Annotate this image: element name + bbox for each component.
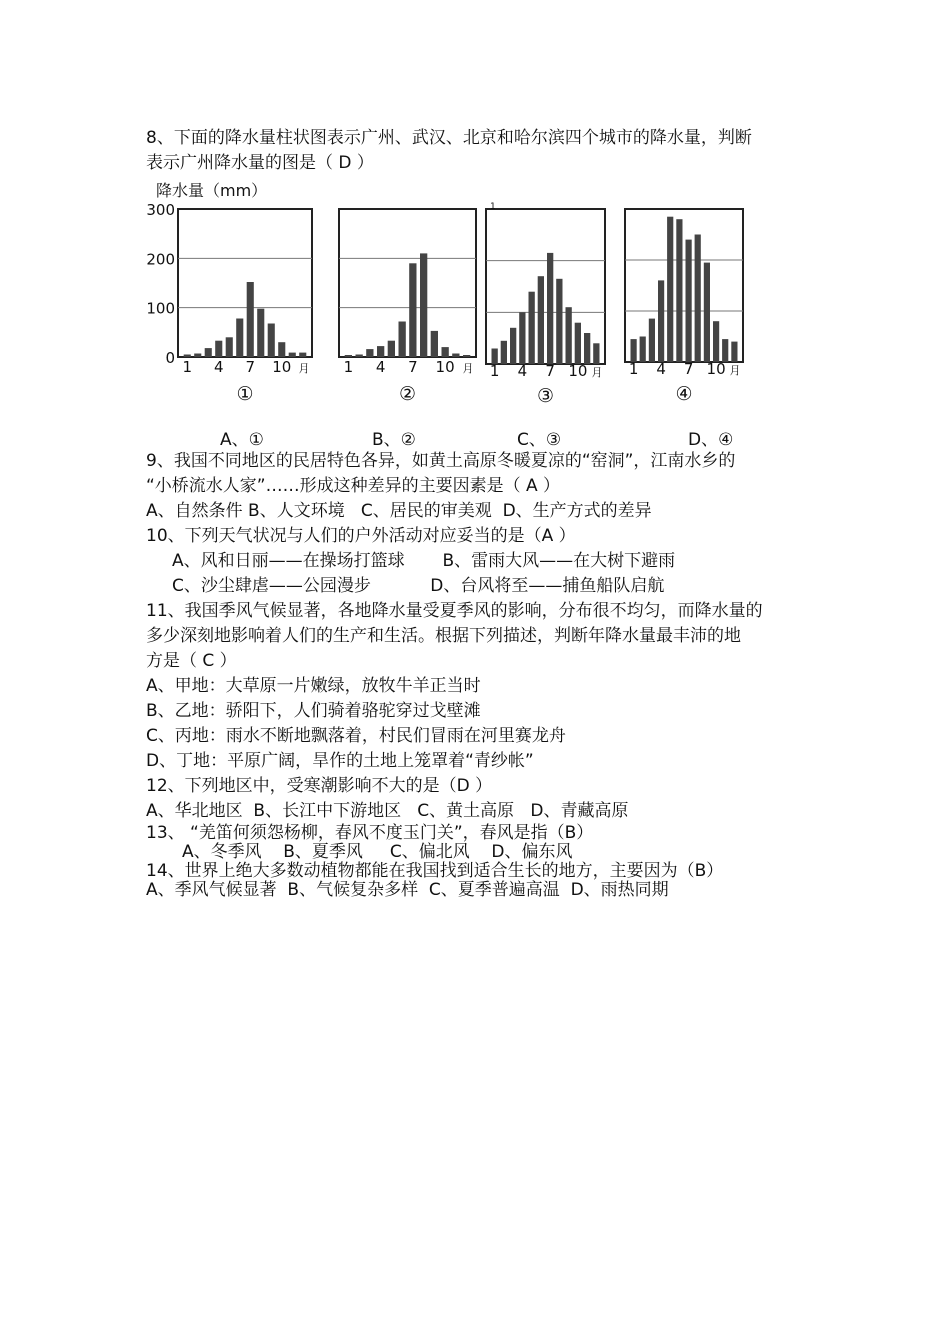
q9-options: A、自然条件 B、人文环境 C、居民的审美观 D、生产方式的差异 — [146, 501, 652, 521]
bar — [631, 339, 637, 362]
q12-options: A、华北地区 B、长江中下游地区 C、黄土高原 D、青藏高原 — [146, 801, 629, 821]
x-unit-label: 月 — [729, 364, 741, 377]
bar — [463, 355, 470, 357]
bar — [667, 217, 673, 362]
bar — [695, 235, 701, 363]
bar — [236, 319, 243, 358]
bar — [356, 355, 363, 358]
bar — [399, 322, 406, 358]
y-tick-label: 200 — [146, 250, 175, 269]
x-unit-label: 月 — [462, 362, 474, 375]
bar — [420, 253, 427, 357]
x-tick-label: 4 — [375, 358, 386, 376]
x-tick-label: 10 — [568, 362, 588, 380]
y-tick-label: 0 — [165, 349, 175, 367]
x-tick-label: 1 — [489, 362, 500, 380]
bar — [510, 328, 516, 364]
bar — [501, 341, 507, 364]
bar — [547, 253, 553, 364]
q11-option-c: C、丙地：雨水不断地飘落着，村民们冒雨在河里赛龙舟 — [146, 726, 566, 746]
bar — [731, 342, 737, 362]
q8-choice-d: D、④ — [688, 430, 734, 450]
x-tick-label: 1 — [182, 358, 193, 376]
q8-choice-a: A、① — [220, 430, 264, 450]
q11-option-a: A、甲地：大草原一片嫩绿，放牧牛羊正当时 — [146, 676, 481, 696]
q8-choice-b: B、② — [372, 430, 416, 450]
bar — [268, 324, 275, 358]
bar — [215, 341, 222, 357]
x-tick-label: 4 — [214, 358, 224, 376]
bar — [575, 323, 581, 364]
bar — [649, 319, 655, 362]
bar — [686, 240, 692, 362]
q9-stem-line2: “小桥流水人家”……形成这种差异的主要因素是（ A ） — [146, 476, 561, 496]
q14-stem: 14、世界上绝大多数动植物都能在我国找到适合生长的地方，主要因为（B） — [146, 861, 724, 881]
q9-stem-line1: 9、我国不同地区的民居特色各异，如黄土高原冬暖夏凉的“窑洞”，江南水乡的 — [146, 451, 736, 471]
chart-id-label: ② — [398, 383, 417, 405]
bar — [226, 337, 233, 357]
q8-stem-line2: 表示广州降水量的图是（ D ） — [146, 153, 374, 173]
bar — [442, 347, 449, 357]
bar — [194, 354, 201, 358]
q8-choice-c: C、③ — [517, 430, 562, 450]
x-tick-label: 7 — [683, 360, 694, 378]
bar — [205, 348, 212, 357]
q11-option-b: B、乙地：骄阳下，人们骑着骆驼穿过戈壁滩 — [146, 701, 481, 721]
bar — [377, 346, 384, 357]
q13-options: A、冬季风 B、夏季风 C、偏北风 D、偏东风 — [182, 842, 573, 862]
bar — [299, 353, 306, 357]
scan-mark: 1 — [490, 202, 496, 212]
bar — [431, 331, 438, 357]
q11-stem-line2: 多少深刻地影响着人们的生产和生活。根据下列描述，判断年降水量最丰沛的地 — [146, 626, 741, 646]
bar — [519, 312, 525, 364]
x-tick-label: 10 — [435, 358, 455, 376]
x-tick-label: 1 — [628, 360, 639, 378]
chart-frame — [178, 209, 312, 357]
q10-options-cd: C、沙尘肆虐——公园漫步 D、台风将至——捕鱼船队启航 — [172, 576, 665, 596]
x-tick-label: 7 — [245, 358, 256, 376]
q11-stem-line1: 11、我国季风气候显著，各地降水量受夏季风的影响，分布很不均匀，而降水量的 — [146, 601, 763, 621]
bar — [257, 309, 264, 357]
chart-id-label: ④ — [675, 383, 693, 405]
x-tick-label: 1 — [343, 358, 354, 376]
x-unit-label: 月 — [591, 366, 603, 379]
chart-id-label: ③ — [536, 385, 555, 407]
q14-options: A、季风气候显著 B、气候复杂多样 C、夏季普遍高温 D、雨热同期 — [146, 880, 669, 900]
q10-options-ab: A、风和日丽——在操场打篮球 B、雷雨大风——在大树下避雨 — [172, 551, 676, 571]
bar — [278, 342, 285, 357]
x-tick-label: 10 — [272, 358, 292, 376]
precipitation-charts — [0, 0, 950, 420]
bar — [184, 355, 191, 358]
x-tick-label: 7 — [408, 358, 418, 376]
bar — [452, 354, 459, 358]
bar — [529, 292, 535, 364]
q8-stem-line1: 8、下面的降水量柱状图表示广州、武汉、北京和哈尔滨四个城市的降水量，判断 — [146, 128, 752, 148]
bar — [388, 341, 395, 357]
x-tick-label: 4 — [517, 362, 528, 380]
bar — [366, 349, 373, 357]
bar — [247, 282, 254, 357]
bar — [640, 337, 646, 363]
x-unit-label: 月 — [298, 362, 310, 375]
bar — [676, 219, 682, 362]
bar — [538, 276, 544, 364]
bar — [658, 280, 664, 362]
bar — [345, 355, 352, 357]
q11-option-d: D、丁地：平原广阔，旱作的土地上笼罩着“青纱帐” — [146, 751, 534, 771]
y-tick-label: 300 — [146, 201, 175, 219]
x-tick-label: 10 — [706, 360, 726, 378]
bar — [289, 353, 296, 357]
chart-id-label: ① — [236, 383, 254, 405]
bar — [584, 333, 590, 364]
q12-stem: 12、下列地区中，受寒潮影响不大的是（D ） — [146, 776, 493, 796]
bar — [713, 321, 719, 362]
bar — [722, 339, 728, 362]
y-axis-title: 降水量（mm） — [156, 181, 268, 200]
bar — [409, 263, 416, 357]
bar — [566, 307, 572, 364]
x-tick-label: 7 — [545, 362, 555, 380]
q11-stem-line3: 方是（ C ） — [146, 651, 237, 671]
bar — [704, 263, 710, 362]
y-tick-label: 100 — [146, 299, 175, 318]
x-tick-label: 4 — [656, 360, 666, 378]
bar — [556, 279, 562, 364]
chart-frame — [339, 209, 476, 357]
q13-stem: 13、 “羌笛何须怨杨柳，春风不度玉门关”，春风是指（B） — [146, 823, 594, 843]
q10-stem: 10、下列天气状况与人们的户外活动对应妥当的是（A ） — [146, 526, 576, 546]
bar — [593, 343, 599, 364]
